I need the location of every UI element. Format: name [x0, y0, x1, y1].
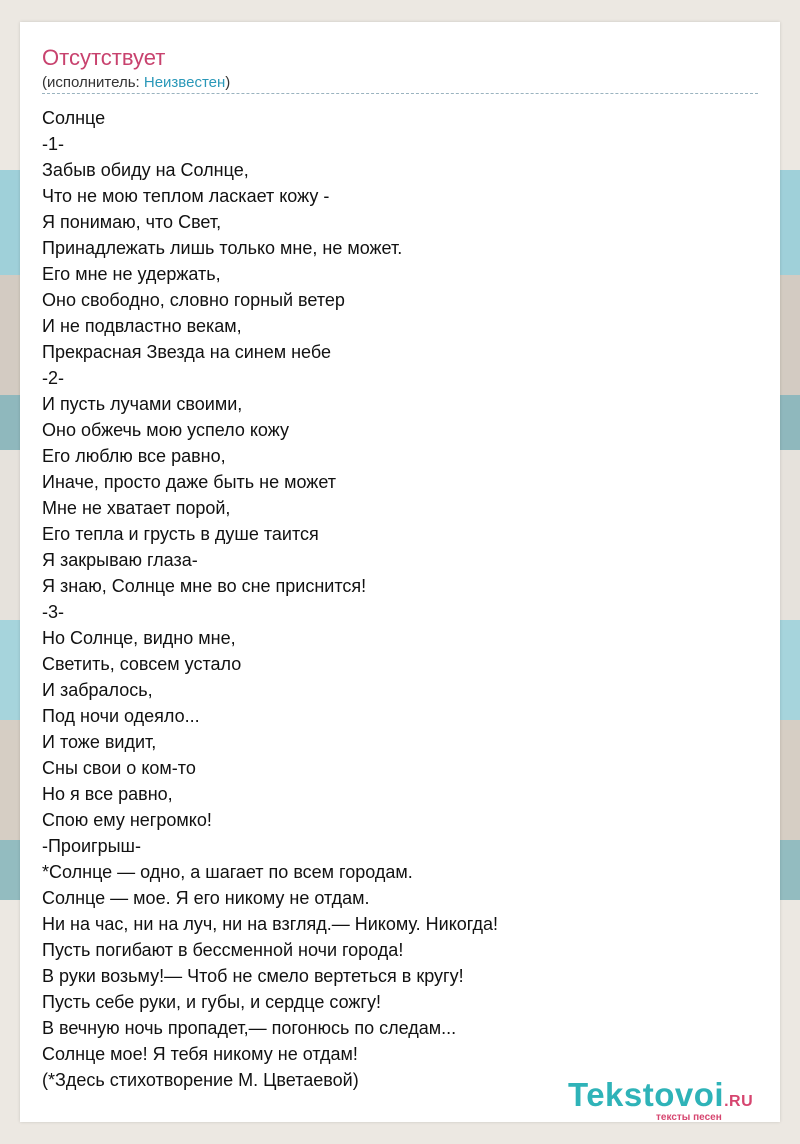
lyric-line: Солнце — мое. Я его никому не отдам. [42, 888, 370, 908]
lyric-line: Но Солнце, видно мне, [42, 628, 236, 648]
lyric-line: И тоже видит, [42, 732, 157, 752]
dashed-divider [42, 93, 758, 94]
song-title: Отсутствует [42, 45, 166, 70]
lyric-line: Светить, совсем устало [42, 654, 242, 674]
lyric-line: Мне не хватает порой, [42, 498, 231, 518]
lyric-line: И не подвластно векам, [42, 316, 242, 336]
lyric-line: Солнце мое! Я тебя никому не отдам! [42, 1044, 358, 1064]
lyric-line: Прекрасная Звезда на синем небе [42, 342, 331, 362]
lyric-line: Спою ему негромко! [42, 810, 212, 830]
lyric-line: Но я все равно, [42, 784, 173, 804]
lyric-line: Я понимаю, что Свет, [42, 212, 222, 232]
lyric-line: Оно свободно, словно горный ветер [42, 290, 345, 310]
lyric-line: Забыв обиду на Солнце, [42, 160, 249, 180]
logo-name: Tekstovoi [568, 1076, 725, 1113]
lyric-line: В вечную ночь пропадет,— погонюсь по следам... [42, 1018, 457, 1038]
lyric-line: (*Здесь стихотворение М. Цветаевой) [42, 1070, 359, 1090]
lyric-line: Его тепла и грусть в душе таится [42, 524, 319, 544]
artist-prefix: (исполнитель: [42, 74, 144, 91]
lyric-line: Оно обжечь мою успело кожу [42, 420, 289, 440]
lyric-line: -1- [42, 134, 64, 154]
lyric-line: Пусть погибают в бессменной ночи города! [42, 940, 404, 960]
lyric-line: Принадлежать лишь только мне, не может. [42, 238, 403, 258]
lyric-line: Иначе, просто даже быть не может [42, 472, 336, 492]
lyric-line: Я знаю, Солнце мне во сне приснится! [42, 576, 367, 596]
lyric-line: Его люблю все равно, [42, 446, 226, 466]
lyric-line: Я закрываю глаза- [42, 550, 198, 570]
artist-suffix: ) [225, 74, 231, 91]
logo-tagline: тексты песен [656, 1112, 722, 1123]
lyric-line: -3- [42, 602, 64, 622]
artist-line [42, 73, 230, 93]
lyrics-sheet [20, 22, 780, 1122]
lyric-line: Сны свои о ком-то [42, 758, 196, 778]
lyric-line: Что не мою теплом ласкает кожу - [42, 186, 330, 206]
lyric-line: Ни на час, ни на луч, ни на взгляд.— Никому. Никогда! [42, 914, 499, 934]
lyric-line: -Проигрыш- [42, 836, 141, 856]
lyric-line: Солнце [42, 108, 106, 128]
lyric-line: В руки возьму!— Чтоб не смело вертеться в кругу! [42, 966, 464, 986]
artist-link[interactable]: Неизвестен [143, 74, 226, 91]
logo-tld: .RU [724, 1093, 754, 1110]
lyric-line: Пусть себе руки, и губы, и сердце сожгу! [42, 992, 382, 1012]
lyric-line: И забралось, [42, 680, 153, 700]
lyric-line: Под ночи одеяло... [42, 706, 200, 726]
lyric-line: -2- [42, 368, 64, 388]
lyrics-text [42, 105, 758, 1093]
lyric-line: *Солнце — одно, а шагает по всем городам. [42, 862, 413, 882]
lyric-line: И пусть лучами своими, [42, 394, 243, 414]
lyric-line: Его мне не удержать, [42, 264, 221, 284]
